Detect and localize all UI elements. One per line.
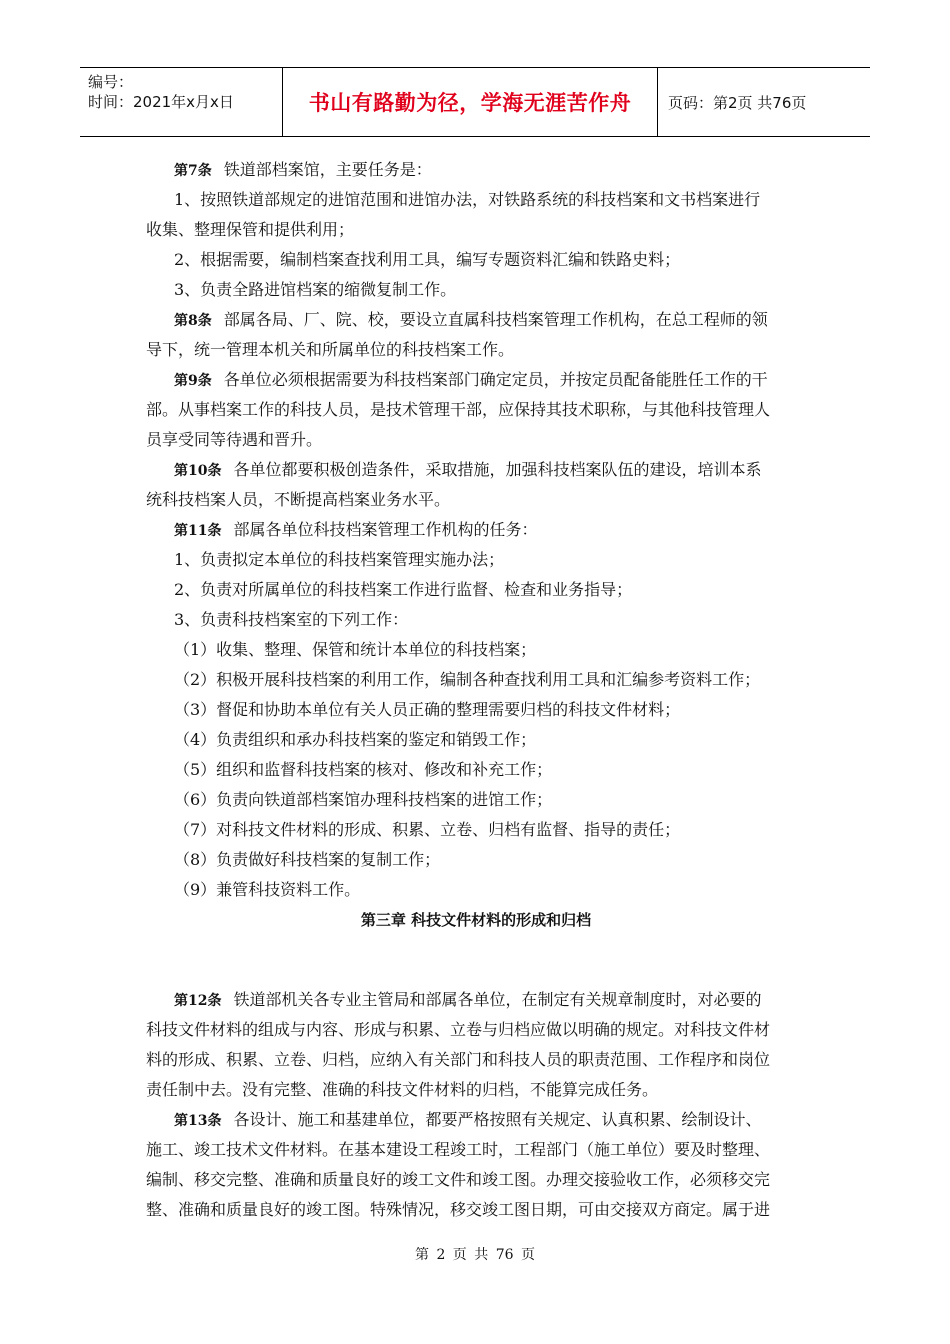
article-number: 第10条	[174, 463, 222, 479]
paragraph-text: 1、负责拟定本单位的科技档案管理实施办法；	[174, 550, 505, 569]
body-text-line	[146, 785, 806, 815]
paragraph-text: 3、负责科技档案室的下列工作：	[174, 610, 409, 629]
body-text-line	[146, 575, 806, 605]
body-text-line	[146, 185, 806, 215]
document-date: 时间：2021年x月x日	[88, 93, 234, 111]
article-number: 第8条	[174, 313, 212, 329]
paragraph-text: 1、按照铁道部规定的进馆范围和进馆办法，对铁路系统的科技档案和文书档案进行	[174, 190, 761, 209]
body-text-line	[146, 1165, 806, 1195]
body-text-line	[146, 605, 806, 635]
paragraph-text: 科技文件材料的组成与内容、形成与积累、立卷与归档应做以明确的规定。对科技文件材	[146, 1020, 771, 1039]
paragraph-text: 各单位都要积极创造条件，采取措施，加强科技档案队伍的建设，培训本系	[233, 460, 762, 479]
page-header	[80, 67, 870, 137]
body-text-line	[146, 335, 806, 365]
body-text-line	[146, 1135, 806, 1165]
article-number: 第9条	[174, 373, 212, 389]
paragraph-text: （4）负责组织和承办科技档案的鉴定和销毁工作；	[174, 730, 537, 749]
chapter-heading: 第三章 科技文件材料的形成和归档	[360, 911, 592, 929]
paragraph-text: 2、负责对所属单位的科技档案工作进行监督、检查和业务指导；	[174, 580, 633, 599]
article-number: 第11条	[174, 523, 222, 539]
paragraph-text: 铁道部档案馆，主要任务是：	[223, 160, 432, 179]
paragraph-text: 各设计、施工和基建单位，都要严格按照有关规定、认真积累、绘制设计、	[233, 1110, 762, 1129]
body-text-line	[146, 485, 806, 515]
body-text-line	[146, 845, 806, 875]
paragraph-text: 部属各单位科技档案管理工作机构的任务：	[233, 520, 538, 539]
paragraph-text: 各单位必须根据需要为科技档案部门确定定员，并按定员配备能胜任工作的干	[223, 370, 768, 389]
article-number: 第12条	[174, 993, 222, 1009]
paragraph-text: 部。从事档案工作的科技人员，是技术管理干部，应保持其技术职称，与其他科技管理人	[146, 400, 771, 419]
body-text-line	[146, 635, 806, 665]
article-line	[146, 305, 806, 335]
article-line	[146, 155, 806, 185]
body-text-line	[146, 1045, 806, 1075]
body-text-line	[146, 695, 806, 725]
paragraph-text: 收集、整理保管和提供利用；	[146, 220, 355, 239]
body-text-line	[146, 1195, 806, 1225]
body-text-line	[146, 215, 806, 245]
body-text-line	[146, 275, 806, 305]
document-number-label: 编号：	[88, 73, 134, 91]
paragraph-text: （9）兼管科技资料工作。	[174, 880, 361, 899]
paragraph-text: 料的形成、积累、立卷、归档，应纳入有关部门和科技人员的职责范围、工作程序和岗位	[146, 1050, 771, 1069]
body-text-line	[146, 245, 806, 275]
article-line	[146, 985, 806, 1015]
body-text-line	[146, 875, 806, 905]
body-text-line	[146, 1075, 806, 1105]
paragraph-text: （2）积极开展科技档案的利用工作，编制各种查找利用工具和汇编参考资料工作；	[174, 670, 761, 689]
body-text-line	[146, 1015, 806, 1045]
paragraph-text: （7）对科技文件材料的形成、积累、立卷、归档有监督、指导的责任；	[174, 820, 681, 839]
paragraph-text: 整、准确和质量良好的竣工图。特殊情况，移交竣工图日期，可由交接双方商定。属于进	[146, 1200, 771, 1219]
document-body	[146, 155, 806, 1225]
article-line	[146, 515, 806, 545]
paragraph-text: （5）组织和监督科技档案的核对、修改和补充工作；	[174, 760, 553, 779]
paragraph-text: （6）负责向铁道部档案馆办理科技档案的进馆工作；	[174, 790, 553, 809]
article-number: 第13条	[174, 1113, 222, 1129]
paragraph-text: 编制、移交完整、准确和质量良好的竣工文件和竣工图。办理交接验收工作，必须移交完	[146, 1170, 771, 1189]
article-line	[146, 365, 806, 395]
paragraph-text: 3、负责全路进馆档案的缩微复制工作。	[174, 280, 457, 299]
article-number: 第7条	[174, 163, 212, 179]
paragraph-text: 统科技档案人员，不断提高档案业务水平。	[146, 490, 451, 509]
body-text-line	[146, 815, 806, 845]
article-line	[146, 1105, 806, 1135]
paragraph-text: 2、根据需要，编制档案查找利用工具，编写专题资料汇编和铁路史料；	[174, 250, 681, 269]
paragraph-text: 责任制中去。没有完整、准确的科技文件材料的归档，不能算完成任务。	[146, 1080, 659, 1099]
paragraph-text: （3）督促和协助本单位有关人员正确的整理需要归档的科技文件材料；	[174, 700, 681, 719]
paragraph-text: 导下，统一管理本机关和所属单位的科技档案工作。	[146, 340, 515, 359]
body-text-line	[146, 755, 806, 785]
header-motto: 书山有路勤为径，学海无涯苦作舟	[283, 68, 658, 136]
paragraph-text: 员享受同等待遇和晋升。	[146, 430, 323, 449]
header-meta	[80, 68, 283, 136]
paragraph-text: 部属各局、厂、院、校，要设立直属科技档案管理工作机构，在总工程师的领	[223, 310, 768, 329]
spacer	[146, 935, 806, 985]
body-text-line	[146, 545, 806, 575]
body-text-line	[146, 395, 806, 425]
article-line	[146, 455, 806, 485]
body-text-line	[146, 425, 806, 455]
paragraph-text: （8）负责做好科技档案的复制工作；	[174, 850, 441, 869]
paragraph-text: （1）收集、整理、保管和统计本单位的科技档案；	[174, 640, 537, 659]
header-page-info: 页码：第2页 共76页	[668, 93, 807, 112]
body-text-line	[146, 665, 806, 695]
page-footer: 第 2 页 共 76 页	[415, 1247, 535, 1263]
paragraph-text: 铁道部机关各专业主管局和部属各单位，在制定有关规章制度时，对必要的	[233, 990, 762, 1009]
body-text-line	[146, 725, 806, 755]
paragraph-text: 施工、竣工技术文件材料。在基本建设工程竣工时，工程部门（施工单位）要及时整理、	[146, 1140, 771, 1159]
